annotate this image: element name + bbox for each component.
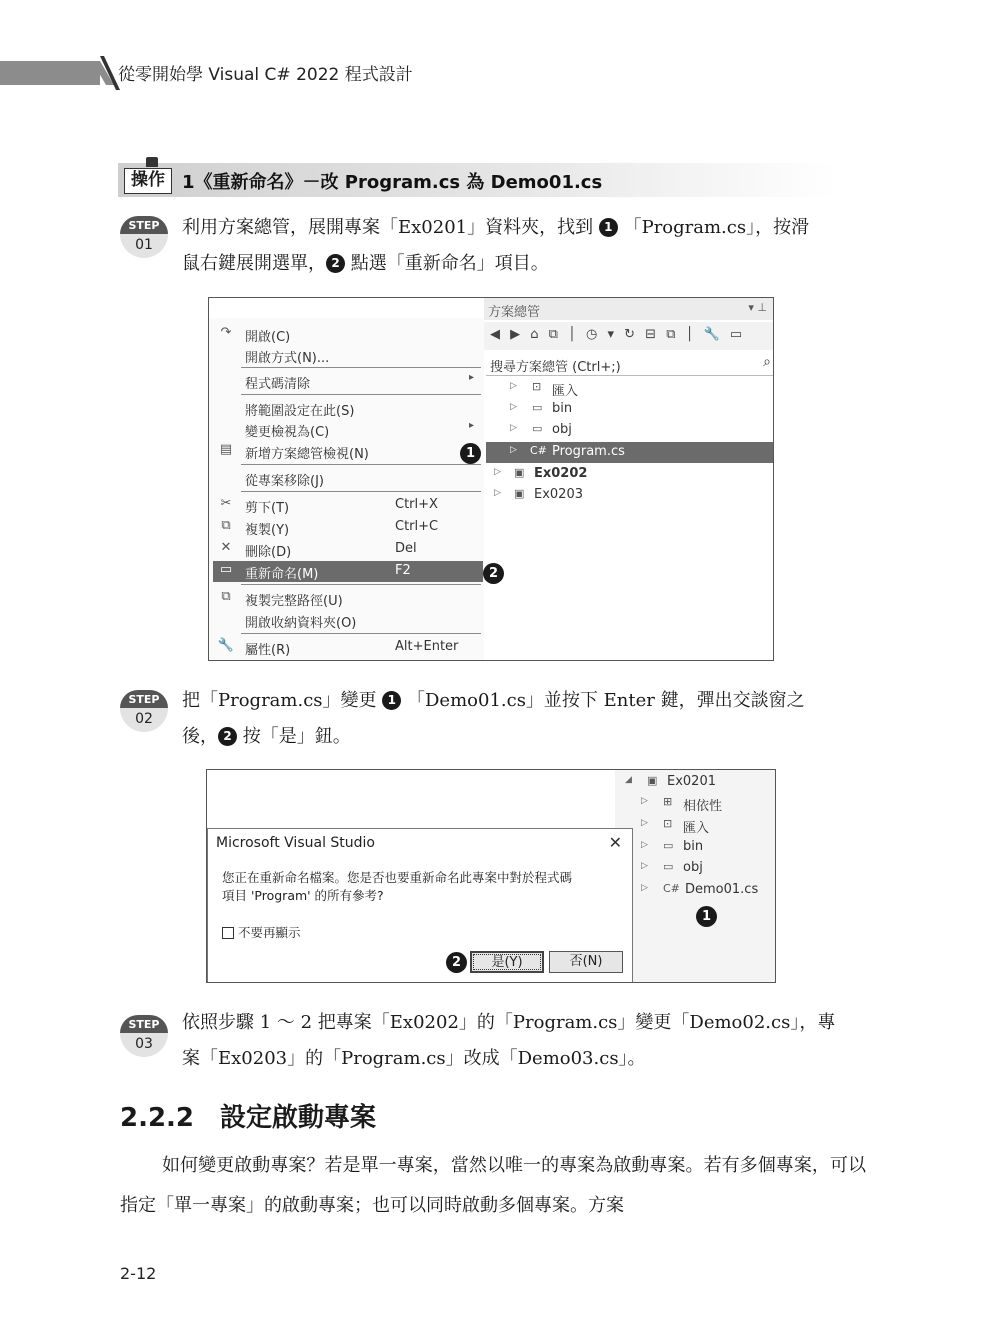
step-01-text-a: 利用方案總管，展開專案「Ex0201」資料夾，找到: [182, 217, 594, 238]
tree-item-label: obj: [683, 860, 703, 875]
tree-item-obj[interactable]: [617, 858, 776, 879]
confirm-rename-dialog: [207, 828, 633, 983]
tree-item-obj[interactable]: [486, 420, 774, 441]
expand-arrow-icon[interactable]: ▷: [641, 818, 648, 828]
tree-item-label: bin: [683, 839, 704, 854]
menu-item-remove-from-project[interactable]: [213, 468, 483, 489]
section-heading: 2.2.2 設定啟動專案: [120, 1103, 377, 1133]
menu-item-label: 將範圍設定在此(S): [245, 404, 355, 419]
open-icon: ↷: [220, 325, 232, 340]
close-icon[interactable]: ✕: [608, 833, 622, 852]
tree-item-program-cs[interactable]: [486, 442, 774, 463]
menu-item-cut[interactable]: [213, 495, 483, 516]
marker-one: 1: [382, 691, 401, 710]
checkbox-box[interactable]: [222, 927, 234, 939]
tree-item-bin[interactable]: [617, 837, 776, 858]
menu-item-code-cleanup[interactable]: [213, 371, 483, 392]
header-band: [0, 61, 100, 85]
expand-arrow-icon[interactable]: ▷: [510, 445, 517, 455]
menu-item-label: 開啟方式(N)...: [245, 351, 330, 366]
operation-title: 1《重新命名》－改 Program.cs 為 Demo01.cs: [182, 172, 603, 193]
menu-item-label: 複製(Y): [245, 523, 290, 538]
menu-item-label: 重新命名(M): [245, 567, 319, 582]
imports-icon: ⊡: [532, 380, 542, 393]
tree-item-dependencies[interactable]: [617, 793, 776, 814]
menu-item-copy[interactable]: [213, 517, 483, 538]
expand-arrow-icon[interactable]: ▷: [641, 861, 648, 871]
toolbar-icons[interactable]: ◀ ▶ ⌂ ⧉ │ ◷ ▾ ↻ ⊟ ⧉ │ 🔧 ▭: [490, 327, 746, 342]
rename-icon: ▭: [219, 562, 233, 577]
step-label: STEP: [120, 1015, 168, 1033]
menu-item-copy-full-path[interactable]: [213, 588, 483, 609]
expand-arrow-icon[interactable]: ▷: [641, 883, 648, 893]
solution-explorer-2: [615, 770, 776, 983]
dialog-message: [222, 869, 626, 905]
menu-item-label: 刪除(D): [245, 545, 292, 560]
menu-item-change-view[interactable]: [213, 419, 483, 440]
project-icon: ▣: [514, 487, 525, 500]
folder-icon: ▭: [663, 839, 674, 852]
expand-arrow-icon[interactable]: ▷: [510, 423, 517, 433]
expand-arrow-icon[interactable]: ▷: [494, 488, 501, 498]
menu-divider: [241, 584, 481, 585]
callout-marker-1: 1: [696, 906, 717, 927]
menu-item-shortcut: F2: [395, 563, 411, 578]
solution-explorer: [484, 298, 774, 661]
menu-item-scope-to-this[interactable]: [213, 398, 483, 419]
menu-item-label: 開啟(C): [245, 330, 291, 345]
step-03-text-line1: 依照步驟 1 ～ 2 把專案「Ex0202」的「Program.cs」變更「Demo02.cs」，專: [182, 1012, 836, 1033]
dependencies-icon: ⊞: [663, 795, 673, 808]
expand-arrow-icon[interactable]: ▷: [641, 796, 648, 806]
tree-item-imports[interactable]: [486, 378, 774, 399]
step-01-text-c: 鼠右鍵展開選單，: [182, 253, 326, 274]
step-number: 01: [120, 234, 168, 258]
menu-item-open-with[interactable]: [213, 345, 483, 366]
tree-item-label: obj: [552, 422, 572, 437]
tree-item-label: Ex0202: [534, 466, 588, 481]
menu-item-delete[interactable]: [213, 539, 483, 560]
marker-two: 2: [326, 254, 345, 273]
checkbox-label: 不要再顯示: [238, 925, 301, 940]
menu-divider: [241, 464, 481, 465]
tree-item-label: Program.cs: [552, 444, 625, 459]
menu-item-label: 剪下(T): [245, 501, 290, 516]
step-01-text: [182, 210, 867, 282]
step-badge-02: [120, 690, 168, 734]
scissors-icon: ✂: [220, 496, 232, 511]
marker-one: 1: [599, 218, 618, 237]
tree-item-label: Demo01.cs: [685, 882, 759, 897]
callout-marker-2: 2: [483, 563, 504, 584]
copy-icon: ⧉: [221, 518, 231, 533]
menu-item-rename[interactable]: [213, 561, 483, 582]
screenshot-context-menu: [208, 297, 774, 661]
dialog-message-line: 項目 'Program' 的所有參考?: [222, 888, 384, 903]
menu-item-shortcut: Alt+Enter: [395, 639, 459, 654]
tree-item-bin[interactable]: [486, 399, 774, 420]
tree-item-label: Ex0203: [534, 487, 583, 502]
menu-item-shortcut: Ctrl+X: [395, 497, 438, 512]
expand-arrow-icon[interactable]: ▷: [510, 402, 517, 412]
operation-tag: 操作: [124, 168, 172, 194]
menu-item-label: 變更檢視為(C): [245, 425, 330, 440]
step-badge-01: [120, 216, 168, 260]
menu-item-label: 複製完整路徑(U): [245, 594, 343, 609]
folder-icon: ▭: [532, 422, 543, 435]
submenu-arrow-icon: ▸: [469, 420, 475, 431]
collapse-arrow-icon[interactable]: ◢: [625, 775, 632, 785]
step-number: 02: [120, 708, 168, 732]
menu-item-new-explorer-view[interactable]: [213, 441, 483, 462]
step-03-text-line2: 案「Ex0203」的「Program.cs」改成「Demo03.cs」。: [182, 1048, 646, 1069]
step-number: 03: [120, 1033, 168, 1057]
new-view-icon: ▤: [219, 442, 233, 457]
expand-arrow-icon[interactable]: ▷: [641, 840, 648, 850]
search-icon[interactable]: ⌕: [763, 354, 771, 370]
solution-explorer-titlebar: [484, 298, 774, 320]
step-label: STEP: [120, 216, 168, 234]
csharp-file-icon: C#: [663, 882, 680, 895]
dialog-title: Microsoft Visual Studio: [216, 835, 375, 851]
book-title: 從零開始學 Visual C# 2022 程式設計: [118, 65, 413, 85]
expand-arrow-icon[interactable]: ▷: [494, 467, 501, 477]
dont-show-again-checkbox[interactable]: [222, 923, 301, 941]
menu-divider: [241, 394, 481, 395]
tree-item-label: 相依性: [683, 799, 723, 814]
menu-item-label: 開啟收納資料夾(O): [245, 616, 357, 631]
menu-item-label: 屬性(R): [245, 643, 291, 658]
folder-icon: ▭: [663, 860, 674, 873]
search-input[interactable]: [486, 352, 774, 376]
no-button[interactable]: 否(N): [549, 951, 623, 973]
step-02-text: [182, 683, 867, 755]
tree-item-ex0201[interactable]: [617, 772, 776, 793]
step-02-text-c: 後，: [182, 726, 218, 747]
tree-item-demo01-cs[interactable]: [617, 880, 776, 901]
menu-item-label: 從專案移除(J): [245, 474, 324, 489]
step-label: STEP: [120, 690, 168, 708]
yes-button[interactable]: 是(Y): [470, 951, 544, 973]
project-icon: ▣: [514, 466, 525, 479]
submenu-arrow-icon: ▸: [469, 372, 475, 383]
wrench-icon: 🔧: [217, 638, 235, 653]
menu-item-shortcut: Ctrl+C: [395, 519, 439, 534]
step-01-text-b: 「Program.cs」，按滑: [623, 217, 810, 238]
pin-icon[interactable]: ▾ ⊥: [748, 301, 767, 314]
delete-icon: ✕: [220, 540, 232, 555]
folder-icon: ▭: [532, 401, 543, 414]
menu-item-label: 新增方案總管檢視(N): [245, 447, 369, 462]
tree-item-ex0202[interactable]: [486, 464, 774, 485]
callout-marker-1: 1: [460, 443, 481, 464]
callout-marker-2: 2: [446, 952, 467, 973]
step-02-text-a: 把「Program.cs」變更: [182, 690, 377, 711]
menu-item-open[interactable]: [213, 324, 483, 345]
menu-divider: [241, 633, 481, 634]
menu-item-open-folder[interactable]: [213, 610, 483, 631]
solution-explorer-toolbar[interactable]: [484, 322, 774, 350]
section-body: 如何變更啟動專案？若是單一專案，當然以唯一的專案為啟動專案。若有多個專案，可以指定「單一專案」的啟動專案；也可以同時啟動多個專案。方案: [120, 1155, 866, 1216]
tree-item-label: Ex0201: [667, 774, 716, 789]
dialog-message-line: 您正在重新命名檔案。您是否也要重新命名此專案中對於程式碼: [222, 870, 573, 885]
step-03-text: [182, 1005, 867, 1077]
context-menu: [209, 318, 484, 661]
step-02-text-d: 按「是」鈕。: [242, 726, 351, 747]
csharp-file-icon: C#: [530, 444, 547, 457]
copy-path-icon: ⧉: [221, 589, 231, 604]
step-badge-03: [120, 1015, 168, 1059]
step-02-text-b: 「Demo01.cs」並按下 Enter 鍵，彈出交談窗之: [407, 690, 805, 711]
imports-icon: ⊡: [663, 817, 673, 830]
menu-item-properties[interactable]: [213, 637, 483, 658]
tree-item-imports[interactable]: [617, 815, 776, 836]
project-icon: ▣: [647, 774, 658, 787]
menu-divider: [241, 367, 481, 368]
tree-item-label: 匯入: [683, 821, 710, 836]
operation-tag-tab: [146, 157, 158, 167]
screenshot-rename-dialog: [206, 769, 776, 983]
search-placeholder: 搜尋方案總管 (Ctrl+;): [490, 360, 621, 375]
page-number: 2-12: [120, 1264, 157, 1283]
tree-item-ex0203[interactable]: [486, 485, 774, 506]
tree-item-label: 匯入: [552, 384, 579, 399]
solution-explorer-title: 方案總管: [488, 305, 541, 320]
marker-two: 2: [218, 727, 237, 746]
menu-divider: [241, 491, 481, 492]
expand-arrow-icon[interactable]: ▷: [510, 381, 517, 391]
tree-item-label: bin: [552, 401, 573, 416]
step-01-text-d: 點選「重新命名」項目。: [350, 253, 549, 274]
menu-item-label: 程式碼清除: [245, 377, 311, 392]
menu-item-shortcut: Del: [395, 541, 417, 556]
